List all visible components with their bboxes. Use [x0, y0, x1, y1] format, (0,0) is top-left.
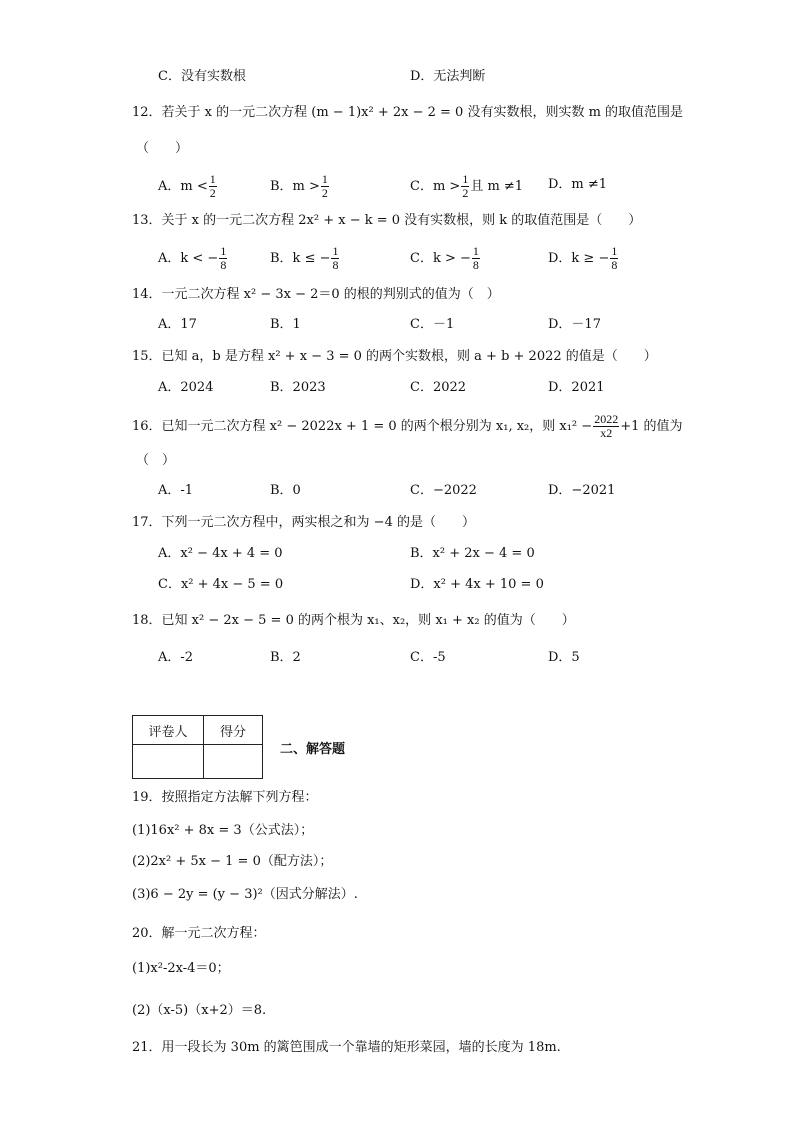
q16-option-d: D．−2021 [548, 483, 616, 498]
q12-option-b: B．m > $\frac{1}{2}$ [270, 172, 328, 200]
q14-option-c: C．－1 [410, 317, 455, 332]
q20-stem: 20．解一元二次方程： [132, 926, 266, 941]
q20-part-2: (2)（x-5)（x+2）＝8. [132, 1003, 267, 1018]
q14-option-d: D．－17 [548, 317, 601, 332]
score-table [132, 715, 263, 779]
q12-paren: （ ） [136, 141, 189, 156]
q11-option-d: D．无法判断 [410, 69, 486, 84]
q14-option-b: B．1 [270, 317, 301, 332]
q13-option-c: C．k > − $\frac{1}{8}$ [410, 244, 479, 272]
q13-option-b: B．k ≤ − $\frac{1}{8}$ [270, 244, 339, 272]
q19-part-2: (2)2x² + 5x − 1 = 0（配方法）； [132, 854, 333, 869]
q12-option-c: C．m > $\frac{1}{2}$ 且 m ≠1 [410, 172, 524, 200]
q16-option-c: C．−2022 [410, 483, 477, 498]
q13-option-a: A．k < − $\frac{1}{8}$ [158, 244, 227, 272]
q17-option-a: A．x² − 4x + 4 = 0 [158, 546, 283, 561]
q13-stem: 13．关于 x 的一元二次方程 2x² + x − k = 0 没有实数根，则 k 的取值范围是（ ） [132, 213, 642, 228]
q15-stem: 15．已知 a，b 是方程 x² + x − 3 = 0 的两个实数根，则 a + b + 2022 的值是（ ） [132, 349, 657, 364]
q14-option-a: A．17 [158, 317, 197, 332]
q15-option-b: B．2023 [270, 380, 326, 395]
q19-stem: 19．按照指定方法解下列方程： [132, 790, 318, 805]
q18-option-a: A．-2 [158, 650, 194, 665]
q18-option-d: D．5 [548, 650, 580, 665]
score-table-score-cell[interactable] [204, 745, 263, 779]
q17-option-d: D．x² + 4x + 10 = 0 [410, 577, 544, 592]
score-table-score-header: 得分 [204, 716, 263, 745]
q13-option-d: D．k ≥ − $\frac{1}{8}$ [548, 244, 618, 272]
score-table-grader-cell[interactable] [133, 745, 204, 779]
section-title: 二、解答题 [280, 742, 346, 757]
q12-option-d: D．m ≠1 [548, 177, 608, 192]
q18-stem: 18．已知 x² − 2x − 5 = 0 的两个根为 x₁、x₂，则 x₁ + x₂ 的值为（ ） [132, 613, 575, 628]
q16-option-b: B．0 [270, 483, 301, 498]
q16-stem: 16．已知一元二次方程 x² − 2022x + 1 = 0 的两个根分别为 x₁, x₂，则 x₁² − $\frac{2022}{x2}$ +1 的值为 [132, 412, 683, 440]
q20-part-1: (1)x²-2x-4＝0； [132, 961, 230, 976]
q15-option-d: D．2021 [548, 380, 605, 395]
q17-option-c: C．x² + 4x − 5 = 0 [158, 577, 284, 592]
q18-option-b: B．2 [270, 650, 301, 665]
q19-part-3: (3)6 − 2y = (y − 3)²（因式分解法）. [132, 887, 358, 902]
q14-stem: 14．一元二次方程 x² − 3x − 2＝0 的根的判别式的值为（ ） [132, 287, 500, 302]
q12-option-a: A．m < $\frac{1}{2}$ [158, 172, 216, 200]
q11-option-c: C．没有实数根 [158, 69, 246, 84]
q17-option-b: B．x² + 2x − 4 = 0 [410, 546, 535, 561]
q15-option-a: A．2024 [158, 380, 214, 395]
q19-part-1: (1)16x² + 8x = 3（公式法）； [132, 823, 314, 838]
q18-option-c: C．-5 [410, 650, 446, 665]
q16-option-a: A．-1 [158, 483, 194, 498]
q16-paren: （ ） [136, 453, 176, 468]
q17-stem: 17．下列一元二次方程中，两实根之和为 −4 的是（ ） [132, 515, 475, 530]
q15-option-c: C．2022 [410, 380, 467, 395]
q21-stem: 21．用一段长为 30m 的篱笆围成一个靠墙的矩形菜园，墙的长度为 18m. [132, 1040, 561, 1055]
score-table-grader-header: 评卷人 [133, 716, 204, 745]
q12-stem: 12．若关于 x 的一元二次方程 (m − 1)x² + 2x − 2 = 0 没有实数根，则实数 m 的取值范围是 [132, 105, 684, 120]
